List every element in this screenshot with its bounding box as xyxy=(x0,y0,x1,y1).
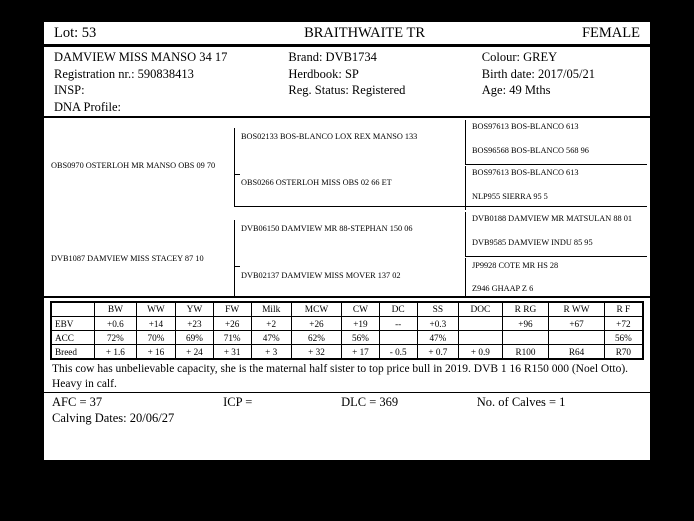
pedigree-chart xyxy=(44,118,650,298)
row-label-breed: Breed xyxy=(51,345,95,360)
herdbook: Herdbook: SP xyxy=(288,66,359,81)
ebv-dc: -- xyxy=(379,317,417,331)
table-row xyxy=(51,331,643,345)
breed-rrg: R100 xyxy=(502,345,549,360)
col-head-mcw: MCW xyxy=(291,302,341,317)
acc-bw: 72% xyxy=(95,331,137,345)
ebv-fw: +26 xyxy=(213,317,251,331)
pedigree-sire: OBS0970 OSTERLOH MR MANSO OBS 09 70 xyxy=(51,161,216,170)
col-head-bw: BW xyxy=(95,302,137,317)
ebv-ss: +0.3 xyxy=(417,317,459,331)
row-label-acc: ACC xyxy=(51,331,95,345)
col-head-rf: R F xyxy=(604,302,643,317)
ebv-ww: +14 xyxy=(136,317,175,331)
pedigree-gp-6: DVB9585 DAMVIEW INDU 85 95 xyxy=(472,238,593,247)
age: Age: 49 Mths xyxy=(481,83,551,97)
birth-date: Birth date: 2017/05/21 xyxy=(481,66,595,81)
pedigree-gp-7: JP9928 COTE MR HS 28 xyxy=(472,261,559,270)
breed-cw: + 17 xyxy=(342,345,380,360)
pedigree-divider-mid xyxy=(234,206,647,207)
afc-value: AFC = 37 xyxy=(52,395,103,410)
breed-yw: + 24 xyxy=(176,345,214,360)
acc-rrg xyxy=(502,331,549,345)
breed-dc: - 0.5 xyxy=(379,345,417,360)
pedigree-connector-dam xyxy=(234,220,235,298)
ebv-cw: +19 xyxy=(342,317,380,331)
pedigree-connector-dd xyxy=(465,258,466,298)
breed-rww: R64 xyxy=(549,345,604,360)
acc-ww: 70% xyxy=(136,331,175,345)
pedigree-gp-1: BOS97613 BOS-BLANCO 613 xyxy=(472,122,579,131)
ebv-yw: +23 xyxy=(176,317,214,331)
breed-fw: + 31 xyxy=(213,345,251,360)
ebv-table-wrapper xyxy=(44,298,650,360)
col-head-rrg: R RG xyxy=(502,302,549,317)
identity-block xyxy=(44,47,650,118)
page-title: BRAITHWAITE TR xyxy=(304,25,426,41)
acc-mcw: 62% xyxy=(291,331,341,345)
identity-column-3 xyxy=(482,49,640,115)
acc-cw: 56% xyxy=(342,331,380,345)
pedigree-gp-3: BOS97613 BOS-BLANCO 613 xyxy=(472,168,579,177)
table-row xyxy=(51,345,643,360)
pedigree-dam-sire: DVB06150 DAMVIEW MR 88-STEPHAN 150 06 xyxy=(241,224,413,233)
col-head-rww: R WW xyxy=(549,302,604,317)
col-head-milk: Milk xyxy=(251,302,291,317)
breed-ww: + 16 xyxy=(136,345,175,360)
col-head-0 xyxy=(51,302,95,317)
pedigree-gp-8: Z946 GHAAP Z 6 xyxy=(472,284,534,293)
inspection: INSP: xyxy=(54,83,85,97)
ebv-milk: +2 xyxy=(251,317,291,331)
acc-fw: 71% xyxy=(213,331,251,345)
acc-dc xyxy=(379,331,417,345)
identity-spacer-3 xyxy=(482,99,640,116)
dlc-value: DLC = 369 xyxy=(341,395,399,410)
pedigree-connector-sd xyxy=(465,166,466,210)
col-head-dc: DC xyxy=(379,302,417,317)
col-head-cw: CW xyxy=(342,302,380,317)
ebv-rww: +67 xyxy=(549,317,604,331)
sex-label: FEMALE xyxy=(581,25,640,41)
ebv-mcw: +26 xyxy=(291,317,341,331)
pedigree-divider-lower xyxy=(465,256,647,257)
breed-rf: R70 xyxy=(604,345,643,360)
acc-yw: 69% xyxy=(176,331,214,345)
pedigree-stub-sire xyxy=(234,174,240,175)
acc-rf: 56% xyxy=(604,331,643,345)
pedigree-connector-sire xyxy=(234,128,235,206)
ebv-doc xyxy=(459,317,502,331)
breed-milk: + 3 xyxy=(251,345,291,360)
col-head-ss: SS xyxy=(417,302,459,317)
pedigree-connector-ds xyxy=(465,212,466,256)
brand: Brand: DVB1734 xyxy=(288,50,377,64)
ebv-table xyxy=(50,301,644,360)
colour: Colour: GREY xyxy=(481,50,558,64)
acc-milk: 47% xyxy=(251,331,291,345)
icp-value: ICP = xyxy=(223,395,253,410)
pedigree-sire-dam: OBS0266 OSTERLOH MISS OBS 02 66 ET xyxy=(241,178,392,187)
registration-status: Reg. Status: Registered xyxy=(288,83,406,97)
bottom-rule xyxy=(44,460,650,462)
animal-full-name: DAMVIEW MISS MANSO 34 17 xyxy=(54,50,228,64)
pedigree-gp-4: NLP955 SIERRA 95 5 xyxy=(472,192,548,201)
calving-dates: Calving Dates: 20/06/27 xyxy=(52,411,175,426)
pedigree-dam: DVB1087 DAMVIEW MISS STACEY 87 10 xyxy=(51,254,204,263)
pedigree-connector-ss xyxy=(465,120,466,164)
col-head-fw: FW xyxy=(213,302,251,317)
ebv-bw: +0.6 xyxy=(95,317,137,331)
dna-profile: DNA Profile: xyxy=(54,99,122,114)
identity-spacer-2 xyxy=(288,99,481,116)
breed-doc: + 0.9 xyxy=(459,345,502,360)
table-header-row xyxy=(51,302,643,317)
registration-number: Registration nr.: 590838413 xyxy=(54,66,194,81)
breed-mcw: + 32 xyxy=(291,345,341,360)
acc-ss: 47% xyxy=(417,331,459,345)
pedigree-gp-2: BOS96568 BOS-BLANCO 568 96 xyxy=(472,146,589,155)
identity-column-1 xyxy=(54,49,288,115)
acc-doc xyxy=(459,331,502,345)
footer-stats xyxy=(44,393,650,410)
col-head-yw: YW xyxy=(176,302,214,317)
acc-rww xyxy=(549,331,604,345)
lot-number: Lot: 53 xyxy=(54,25,97,41)
pedigree-gp-5: DVB0188 DAMVIEW MR MATSULAN 88 01 xyxy=(472,214,633,223)
row-label-ebv: EBV xyxy=(51,317,95,331)
animal-note: This cow has unbelievable capacity, she is the maternal half sister to top price bull in 2019. DVB 1 16 R150 000 (Noel Otto). Heavy in calf. xyxy=(44,360,650,393)
ebv-rrg: +96 xyxy=(502,317,549,331)
breed-bw: + 1.6 xyxy=(95,345,137,360)
pedigree-divider-upper xyxy=(465,164,647,165)
ebv-rf: +72 xyxy=(604,317,643,331)
pedigree-stub-dam xyxy=(234,266,240,267)
pedigree-sire-sire: BOS02133 BOS-BLANCO LOX REX MANSO 133 xyxy=(241,132,418,141)
page-header xyxy=(44,22,650,47)
table-row xyxy=(51,317,643,331)
catalogue-page xyxy=(44,22,650,462)
col-head-doc: DOC xyxy=(459,302,502,317)
breed-ss: + 0.7 xyxy=(417,345,459,360)
calves-value: No. of Calves = 1 xyxy=(476,395,566,410)
col-head-ww: WW xyxy=(136,302,175,317)
pedigree-dam-dam: DVB02137 DAMVIEW MISS MOVER 137 02 xyxy=(241,271,401,280)
identity-column-2 xyxy=(288,49,481,115)
